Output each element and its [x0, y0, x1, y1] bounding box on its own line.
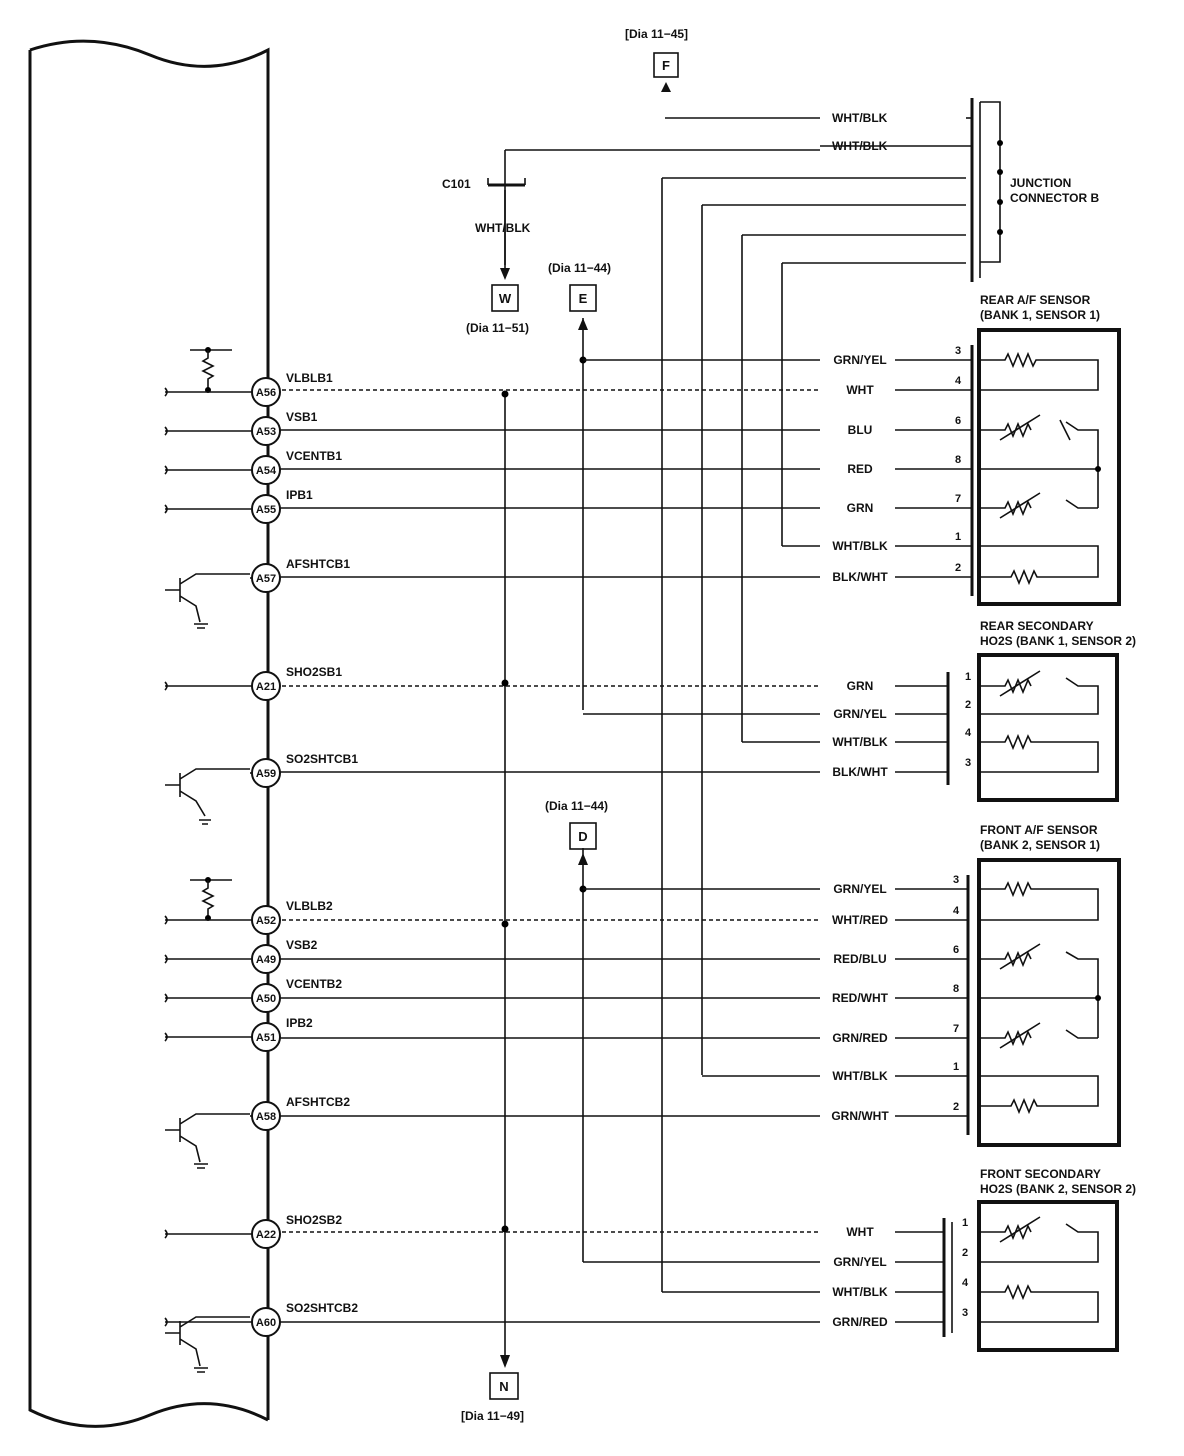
pin-number: 2: [961, 1247, 969, 1259]
ref-box-d: [545, 799, 608, 865]
front-ho2s-title-2: HO2S (BANK 2, SENSOR 2): [980, 1182, 1137, 1196]
terminal-id: A60: [255, 1317, 277, 1329]
ecm-module: [30, 41, 268, 1426]
terminal-name: SHO2SB1: [286, 665, 343, 679]
wire-color-label: BLK/WHT: [832, 570, 888, 584]
pin-number: 3: [954, 345, 962, 357]
junction-label-2: CONNECTOR B: [1010, 191, 1100, 205]
pin-number: 6: [954, 415, 962, 427]
pin-number: 3: [961, 1307, 969, 1319]
ref-w-letter: W: [498, 291, 512, 306]
terminal-name: IPB1: [286, 488, 313, 502]
junction-connector-b: [820, 98, 1099, 282]
pin-number: 4: [964, 727, 972, 739]
rear-ho2s-title-2: HO2S (BANK 1, SENSOR 2): [980, 634, 1137, 648]
front-af-sensor: [968, 823, 1119, 1145]
c101-label: C101: [442, 177, 471, 191]
wire-color-label: RED/WHT: [832, 991, 888, 1005]
wire-color-label: RED: [847, 462, 873, 476]
pin-number: 1: [961, 1217, 969, 1229]
pullup-resistor-b1: [190, 347, 232, 393]
terminal-name: SO2SHTCB2: [286, 1301, 359, 1315]
wire-color-label: GRN/YEL: [833, 353, 887, 367]
pin-number: 4: [952, 905, 960, 917]
wire-color-label: GRN/RED: [832, 1315, 888, 1329]
terminal-id: A55: [255, 504, 277, 516]
ref-e-dia: (Dia 11−44): [548, 261, 612, 275]
junction-wire-1: WHT/BLK: [832, 111, 888, 125]
pin-number: 7: [954, 493, 962, 505]
front-af-title-2: (BANK 2, SENSOR 1): [980, 838, 1101, 852]
rear-ho2s-sensor: [948, 619, 1136, 800]
terminal-id: A51: [255, 1032, 277, 1044]
wire-color-label: WHT: [846, 1225, 874, 1239]
pin-number: 4: [954, 375, 962, 387]
terminal-id: A22: [255, 1229, 277, 1241]
terminal-name: AFSHTCB2: [286, 1095, 351, 1109]
ref-f-letter: F: [662, 58, 670, 73]
c101-wire-label: WHT/BLK: [475, 221, 531, 235]
wire-color-label: GRN: [846, 501, 874, 515]
wire-color-label: GRN/YEL: [833, 707, 887, 721]
pin-number: 1: [954, 531, 962, 543]
heater-driver-transistors: [165, 574, 250, 1372]
ref-f-dia: [Dia 11−45]: [625, 27, 689, 41]
wire-color-label: WHT/BLK: [832, 1285, 888, 1299]
pin-number: 8: [952, 983, 960, 995]
rear-af-sensor: [972, 293, 1119, 604]
wire-color-label: WHT/RED: [832, 913, 888, 927]
terminal-id: A49: [255, 954, 277, 966]
pullup-resistor-b2: [190, 877, 232, 921]
wire-color-label: WHT/BLK: [832, 539, 888, 553]
terminal-id: A59: [255, 768, 277, 780]
wire-color-label: RED/BLU: [833, 952, 887, 966]
wire-color-label: GRN/YEL: [833, 1255, 887, 1269]
pin-number: 2: [954, 562, 962, 574]
terminal-name: VSB1: [286, 410, 318, 424]
pin-number: 6: [952, 944, 960, 956]
ref-box-f: [625, 27, 688, 92]
terminal-id: A54: [255, 465, 277, 477]
front-ho2s-title-1: FRONT SECONDARY: [980, 1167, 1101, 1181]
pin-number: 7: [952, 1023, 960, 1035]
front-ho2s-sensor: [944, 1167, 1136, 1350]
c101-connector: [442, 177, 531, 280]
ref-e-letter: E: [578, 291, 588, 306]
rear-af-title-1: REAR A/F SENSOR: [980, 293, 1091, 307]
pin-number: 3: [952, 874, 960, 886]
terminal-name: SHO2SB2: [286, 1213, 343, 1227]
terminal-id: A52: [255, 915, 277, 927]
pin-number: 8: [954, 454, 962, 466]
junction-wire-2: WHT/BLK: [832, 139, 888, 153]
ref-box-w: [466, 285, 529, 335]
pin-number: 1: [964, 671, 972, 683]
terminal-name: VCENTB1: [286, 449, 343, 463]
ref-box-n: [461, 1355, 524, 1423]
terminal-name: VCENTB2: [286, 977, 343, 991]
wire-color-label: GRN: [846, 679, 874, 693]
wire-color-label: WHT/BLK: [832, 1069, 888, 1083]
bus-lines: [502, 118, 967, 1355]
wire-color-label: WHT: [846, 383, 874, 397]
terminal-id: A53: [255, 426, 277, 438]
wire-color-label: GRN/RED: [832, 1031, 888, 1045]
terminal-id: A21: [255, 681, 277, 693]
terminal-name: VSB2: [286, 938, 318, 952]
wire-color-label: GRN/WHT: [831, 1109, 889, 1123]
signal-wires: [268, 345, 972, 1329]
ref-d-letter: D: [578, 829, 588, 844]
terminal-name: AFSHTCB1: [286, 557, 351, 571]
terminal-id: A57: [255, 573, 277, 585]
wire-color-label: BLU: [847, 423, 873, 437]
pin-number: 2: [964, 699, 972, 711]
terminal-name: IPB2: [286, 1016, 313, 1030]
terminal-name: VLBLB2: [286, 899, 333, 913]
front-af-title-1: FRONT A/F SENSOR: [980, 823, 1098, 837]
pin-number: 1: [952, 1061, 960, 1073]
junction-label-1: JUNCTION: [1010, 176, 1072, 190]
terminal-name: SO2SHTCB1: [286, 752, 359, 766]
wire-color-label: WHT/BLK: [832, 735, 888, 749]
ref-box-e: [548, 261, 611, 330]
pin-number: 2: [952, 1101, 960, 1113]
terminal-id: A50: [255, 993, 277, 1005]
ecm-terminals: [165, 371, 358, 1336]
wire-color-label: BLK/WHT: [832, 765, 888, 779]
terminal-id: A56: [255, 387, 277, 399]
rear-ho2s-title-1: REAR SECONDARY: [980, 619, 1094, 633]
pin-number: 3: [964, 757, 972, 769]
pin-number: 4: [961, 1277, 969, 1289]
rear-af-title-2: (BANK 1, SENSOR 1): [980, 308, 1101, 322]
ref-d-dia: (Dia 11−44): [545, 799, 609, 813]
ref-n-dia: [Dia 11−49]: [461, 1409, 525, 1423]
terminal-id: A58: [255, 1111, 277, 1123]
wire-color-label: GRN/YEL: [833, 882, 887, 896]
ref-w-dia: (Dia 11−51): [466, 321, 530, 335]
ref-n-letter: N: [499, 1379, 509, 1394]
terminal-name: VLBLB1: [286, 371, 333, 385]
